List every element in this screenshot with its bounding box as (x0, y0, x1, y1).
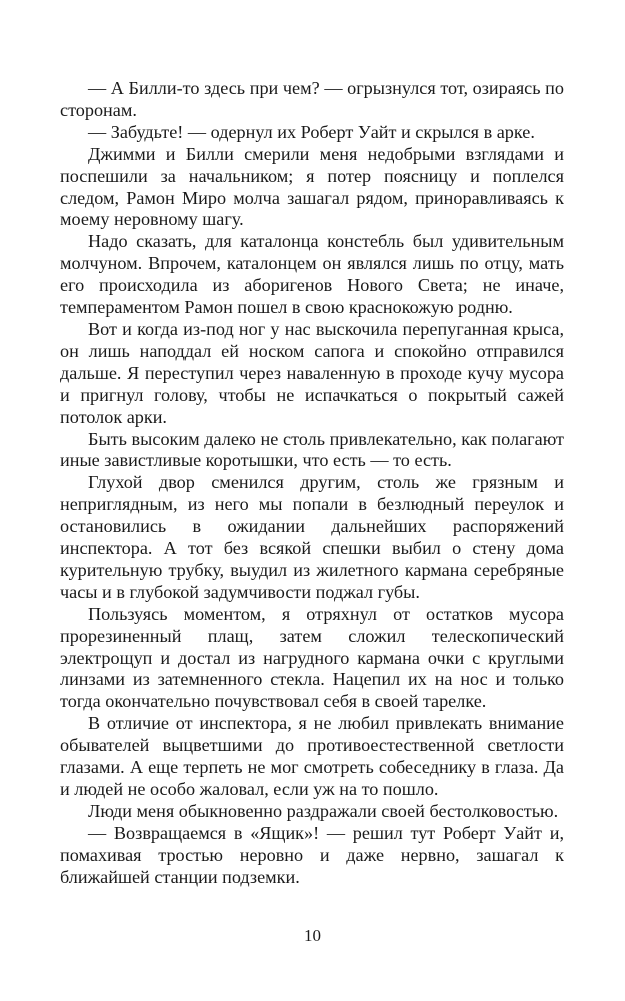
paragraph-7: Глухой двор сменился другим, столь же грязным и неприглядным, из него мы попали в безлюдный переулок и остановились в ожидании дальнейших распоряжений инспектора. А тот без всякой спешки выбил о стену дома курительную трубку, выудил из жилетного кармана серебряные часы и в глубокой задумчивости поджал губы. (60, 472, 564, 602)
paragraph-6: Быть высоким далеко не столь привлекательно, как полагают иные завистливые коротышки, что есть — то есть. (60, 428, 564, 471)
paragraph-10: Люди меня обыкновенно раздражали своей бестолковостью. (88, 800, 559, 821)
page-body (60, 78, 564, 889)
page-number: 10 (304, 926, 321, 945)
paragraph-2: — Забудьте! — одернул их Роберт Уайт и скрылся в арке. (88, 121, 535, 142)
paragraph-3: Джимми и Билли смерили меня недобрыми взглядами и поспешили за начальником; я потер поясницу и поплелся следом, Рамон Миро молча зашагал рядом, приноравливаясь к моему неровному шагу. (60, 143, 564, 230)
paragraph-1: — А Билли-то здесь при чем? — огрызнулся тот, озираясь по сторонам. (60, 78, 564, 120)
paragraph-11: — Возвращаемся в «Ящик»! — решил тут Роберт Уайт и, помахивая тростью неровно и даже нервно, зашагал к ближайшей станции подземки. (60, 822, 564, 887)
paragraph-4: Надо сказать, для каталонца констебль был удивительным молчуном. Впрочем, каталонцем он являлся лишь по отцу, мать его происходила из аборигенов Нового Света; не иначе, темпераментом Рамон пошел в свою краснокожую родню. (60, 231, 564, 318)
paragraph-9: В отличие от инспектора, я не любил привлекать внимание обывателей выцветшими до противоестественной светлости глазами. А еще терпеть не мог смотреть собеседнику в глаза. Да и людей не особо жаловал, если уж на то пошло. (60, 713, 564, 799)
paragraph-5: Вот и когда из-под ног у нас выскочила перепуганная крыса, он лишь наподдал ей носком сапога и спокойно отправился дальше. Я переступил через наваленную в проходе кучу мусора и пригнул голову, чтобы не испачкаться о покрытый сажей потолок арки. (60, 318, 564, 427)
paragraph-8: Пользуясь моментом, я отряхнул от остатков мусора прорезиненный плащ, затем сложил телескопический электрощуп и достал из нагрудного кармана очки с круглыми линзами из затемненного стекла. Нацепил их на нос и только тогда окончательно почувствовал себя в своей тарелке. (60, 603, 564, 712)
